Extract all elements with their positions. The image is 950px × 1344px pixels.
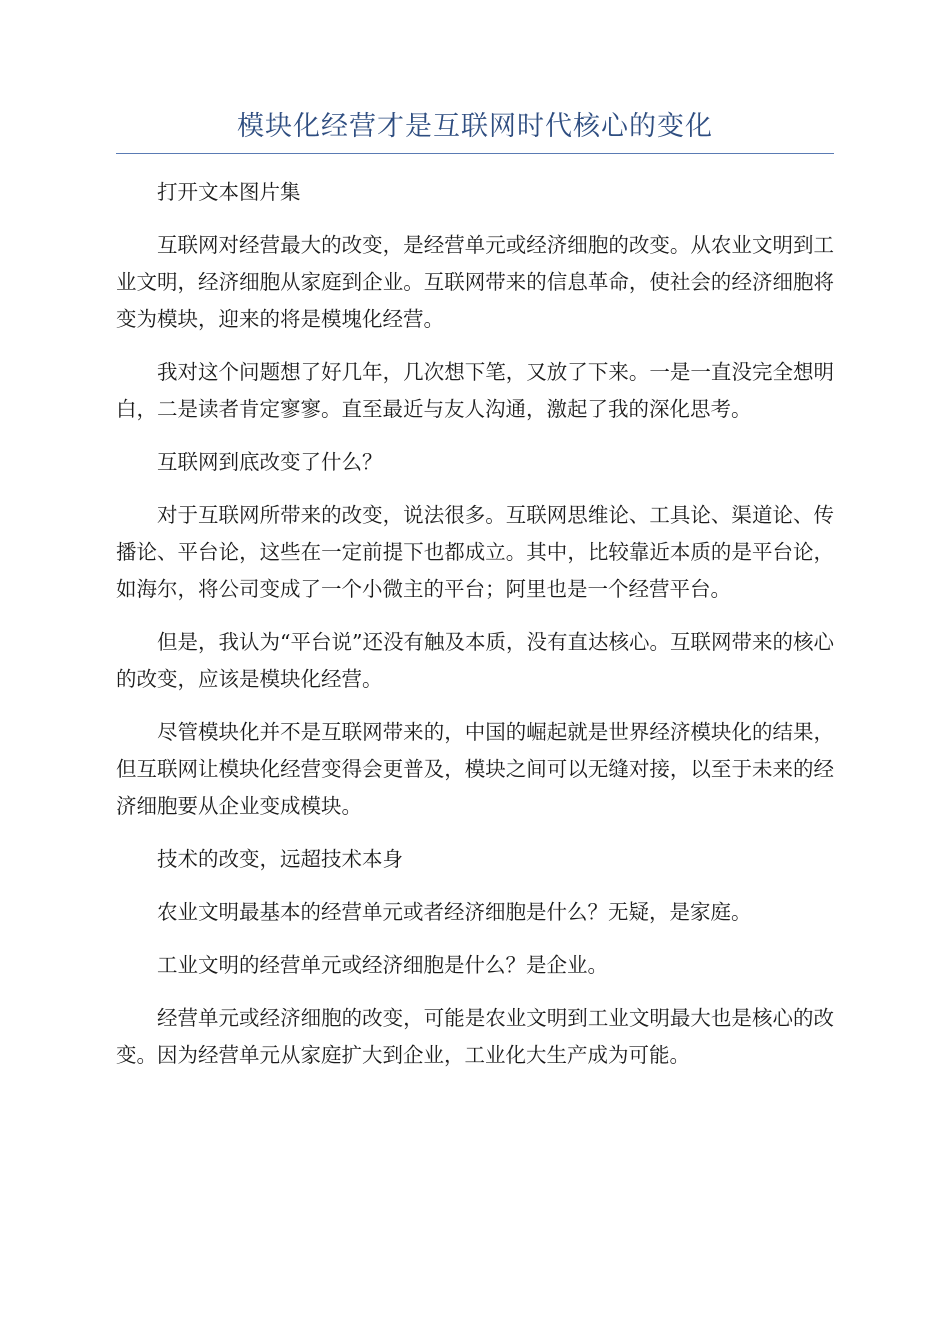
document-title: 模块化经营才是互联网时代核心的变化 [116,108,834,154]
paragraph: 打开文本图片集 [157,180,301,204]
paragraph: 技术的改变，远超技术本身 [157,847,403,871]
paragraph: 工业文明的经营单元或经济细胞是什么？是企业。 [157,953,608,977]
paragraph: 我对这个问题想了好几年，几次想下笔，又放了下来。一是一直没完全想明白，二是读者肯定寥寥。直至最近与友人沟通，激起了我的深化思考。 [116,360,834,421]
paragraph: 农业文明最基本的经营单元或者经济细胞是什么？无疑，是家庭。 [157,900,752,924]
paragraph: 互联网对经营最大的改变，是经营单元或经济细胞的改变。从农业文明到工业文明，经济细胞从家庭到企业。互联网带来的信息革命，使社会的经济细胞将变为模块，迎来的将是模塊化经营。 [116,233,834,331]
document-page [116,108,834,1090]
paragraph: 经营单元或经济细胞的改变，可能是农业文明到工业文明最大也是核心的改变。因为经营单元从家庭扩大到企业，工业化大生产成为可能。 [116,1006,834,1067]
paragraph: 互联网到底改变了什么？ [157,450,383,474]
paragraph: 对于互联网所带来的改变，说法很多。互联网思维论、工具论、渠道论、传播论、平台论，这些在一定前提下也都成立。其中，比较靠近本质的是平台论，如海尔，将公司变成了一个小微主的平台；阿里也是一个经营平台。 [116,503,834,601]
paragraph: 但是，我认为“平台说”还没有触及本质，没有直达核心。互联网带来的核心的改变，应该是模块化经营。 [116,630,834,691]
document-body [116,174,834,1074]
paragraph: 尽管模块化并不是互联网带来的，中国的崛起就是世界经济模块化的结果，但互联网让模块化经营变得会更普及，模块之间可以无缝对接，以至于未来的经济细胞要从企业变成模块。 [116,720,834,818]
